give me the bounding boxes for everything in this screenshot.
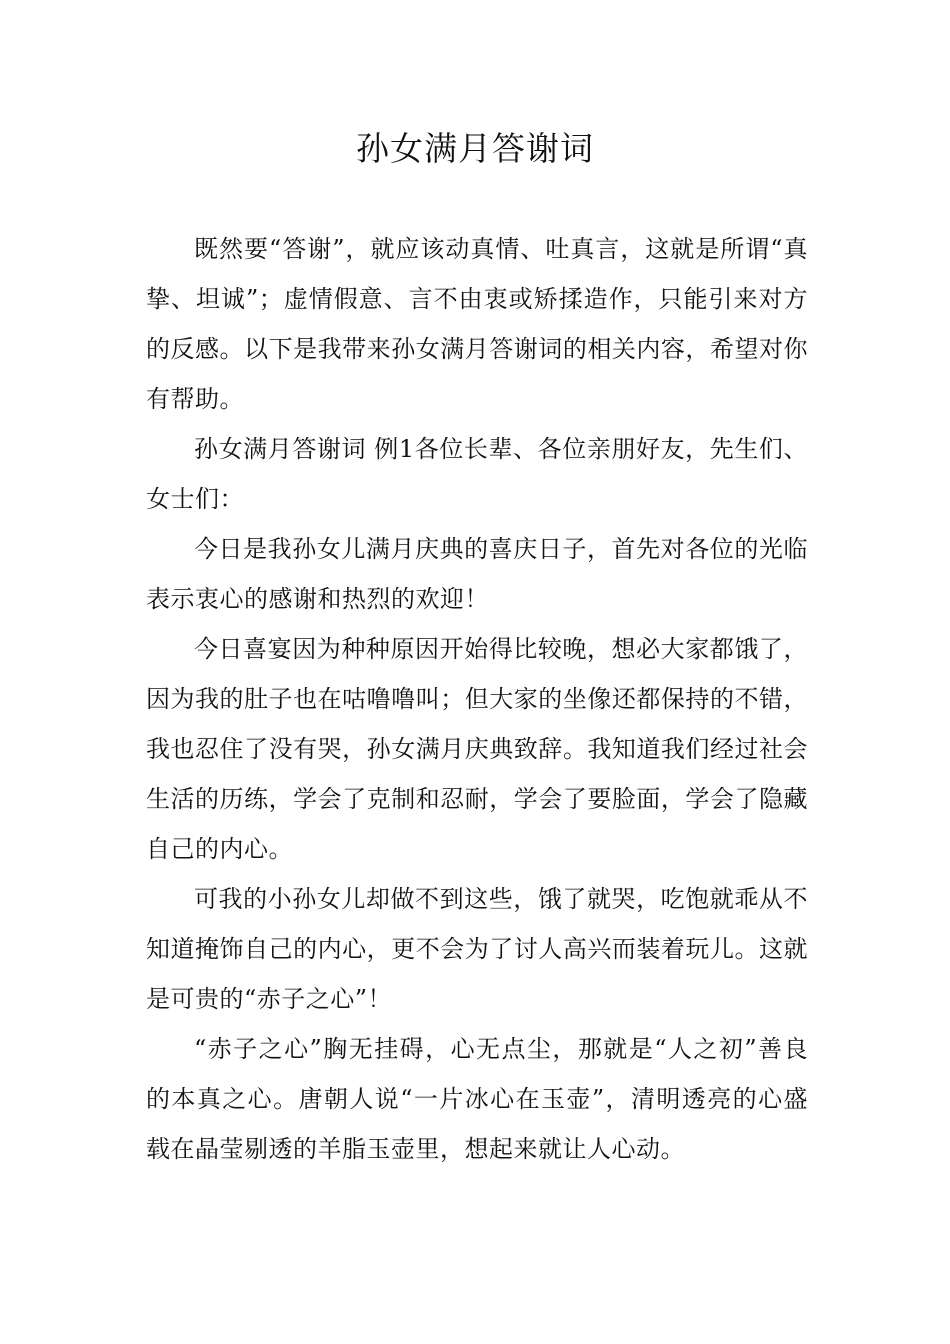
paragraph-intro: 既然要“答谢”，就应该动真情、吐真言，这就是所谓“真挚、坦诚”；虚情假意、言不由衷或矫揉造作，只能引来对方的反感。以下是我带来孙女满月答谢词的相关内容，希望对你有帮助。 (146, 235, 808, 413)
paragraph-pure-heart: “赤子之心”胸无挂碍，心无点尘，那就是“人之初”善良的本真之心。唐朝人说“一片冰心在玉壶”，清明透亮的心盛载在晶莹剔透的羊脂玉壶里，想起来就让人心动。 (146, 1035, 808, 1163)
paragraph-greeting: 孙女满月答谢词 例1各位长辈、各位亲朋好友，先生们、女士们： (146, 435, 808, 513)
paragraph-banquet: 今日喜宴因为种种原因开始得比较晚，想必大家都饿了，因为我的肚子也在咕噜噜叫；但大家的坐像还都保持的不错，我也忍住了没有哭，孙女满月庆典致辞。我知道我们经过社会生活的历练，学会了克制和忍耐，学会了要脸面，学会了隐藏自己的内心。 (146, 635, 808, 863)
document-body (146, 224, 808, 1174)
paragraph-granddaughter: 可我的小孙女儿却做不到这些，饿了就哭，吃饱就乖从不知道掩饰自己的内心，更不会为了讨人高兴而装着玩儿。这就是可贵的“赤子之心”！ (146, 885, 808, 1013)
document-title: 孙女满月答谢词 (356, 129, 594, 168)
paragraph-welcome: 今日是我孙女儿满月庆典的喜庆日子，首先对各位的光临表示衷心的感谢和热烈的欢迎！ (146, 535, 808, 613)
